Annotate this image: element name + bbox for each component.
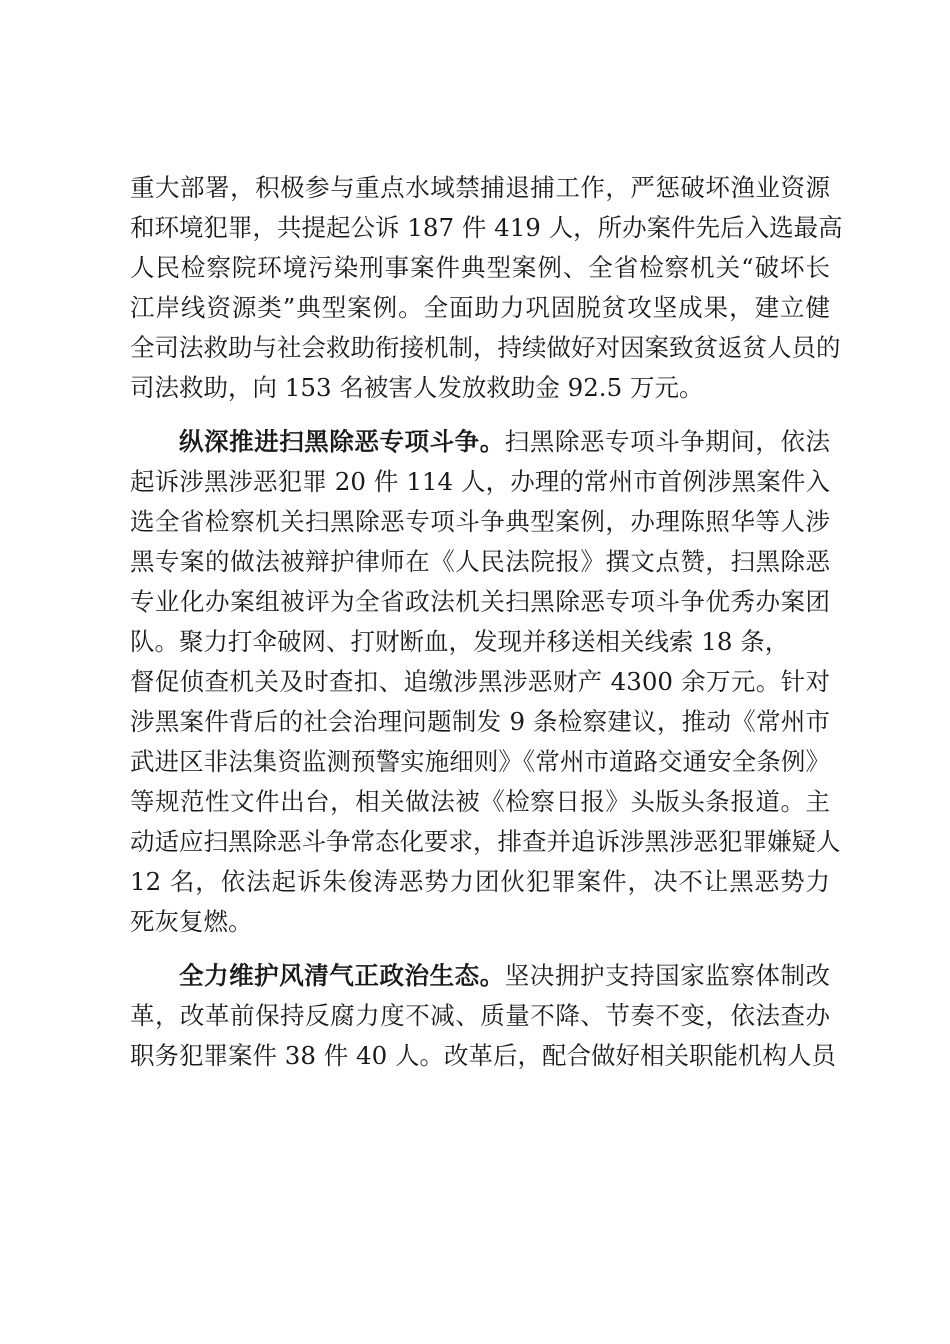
document-body <box>130 168 843 1076</box>
text-line: 死灰复燃。 <box>130 907 253 936</box>
paragraph-anti-gang <box>130 422 841 942</box>
text-line: 专业化办案组被评为全省政法机关扫黑除恶专项斗争优秀办案团 <box>130 587 830 616</box>
text-line: 江岸线资源类”典型案例。全面助力巩固脱贫攻坚成果，建立健 <box>130 293 830 322</box>
text-line: 队。聚力打伞破网、打财断血，发现并移送相关线索 18 条， <box>130 627 790 656</box>
text-line: 涉黑案件背后的社会治理问题制发 9 条检察建议，推动《常州市 <box>130 707 830 736</box>
text-line: 和环境犯罪，共提起公诉 187 件 419 人，所办案件先后入选最高 <box>130 213 843 242</box>
text-line: 起诉涉黑涉恶犯罪 20 件 114 人，办理的常州市首例涉黑案件入 <box>130 467 830 496</box>
text-line: 动适应扫黑除恶斗争常态化要求，排查并追诉涉黑涉恶犯罪嫌疑人 <box>130 827 841 856</box>
paragraph-ecology <box>130 168 843 408</box>
text-line: 人民检察院环境污染刑事案件典型案例、全省检察机关“破坏长 <box>130 253 830 282</box>
paragraph-heading: 纵深推进扫黑除恶专项斗争。 <box>179 427 505 456</box>
text-line: 革，改革前保持反腐力度不减、质量不降、节奏不变，依法查办 <box>130 1001 830 1030</box>
text-line: 全司法救助与社会救助衔接机制，持续做好对因案致贫返贫人员的 <box>130 333 841 362</box>
paragraph-political-ecology <box>130 956 836 1076</box>
paragraph-first-line <box>130 422 830 462</box>
text-line: 督促侦查机关及时查扣、追缴涉黑涉恶财产 4300 余万元。针对 <box>130 667 830 696</box>
text-line: 司法救助，向 153 名被害人发放救助金 92.5 万元。 <box>130 373 704 402</box>
paragraph-heading: 全力维护风清气正政治生态。 <box>179 961 505 990</box>
text-run: 扫黑除恶专项斗争期间，依法 <box>504 427 830 456</box>
text-line: 职务犯罪案件 38 件 40 人。改革后，配合做好相关职能机构人员 <box>130 1041 836 1070</box>
text-line: 选全省检察机关扫黑除恶专项斗争典型案例，办理陈照华等人涉 <box>130 507 830 536</box>
text-line: 等规范性文件出台，相关做法被《检察日报》头版头条报道。主 <box>130 787 830 816</box>
text-line: 黑专案的做法被辩护律师在《人民法院报》撰文点赞，扫黑除恶 <box>130 547 830 576</box>
text-line: 12 名，依法起诉朱俊涛恶势力团伙犯罪案件，决不让黑恶势力 <box>130 867 830 896</box>
paragraph-first-line <box>130 956 830 996</box>
text-run: 坚决拥护支持国家监察体制改 <box>504 961 830 990</box>
text-line: 武进区非法集资监测预警实施细则》《常州市道路交通安全条例》 <box>130 747 830 776</box>
text-line: 重大部署，积极参与重点水域禁捕退捕工作，严惩破坏渔业资源 <box>130 173 830 202</box>
